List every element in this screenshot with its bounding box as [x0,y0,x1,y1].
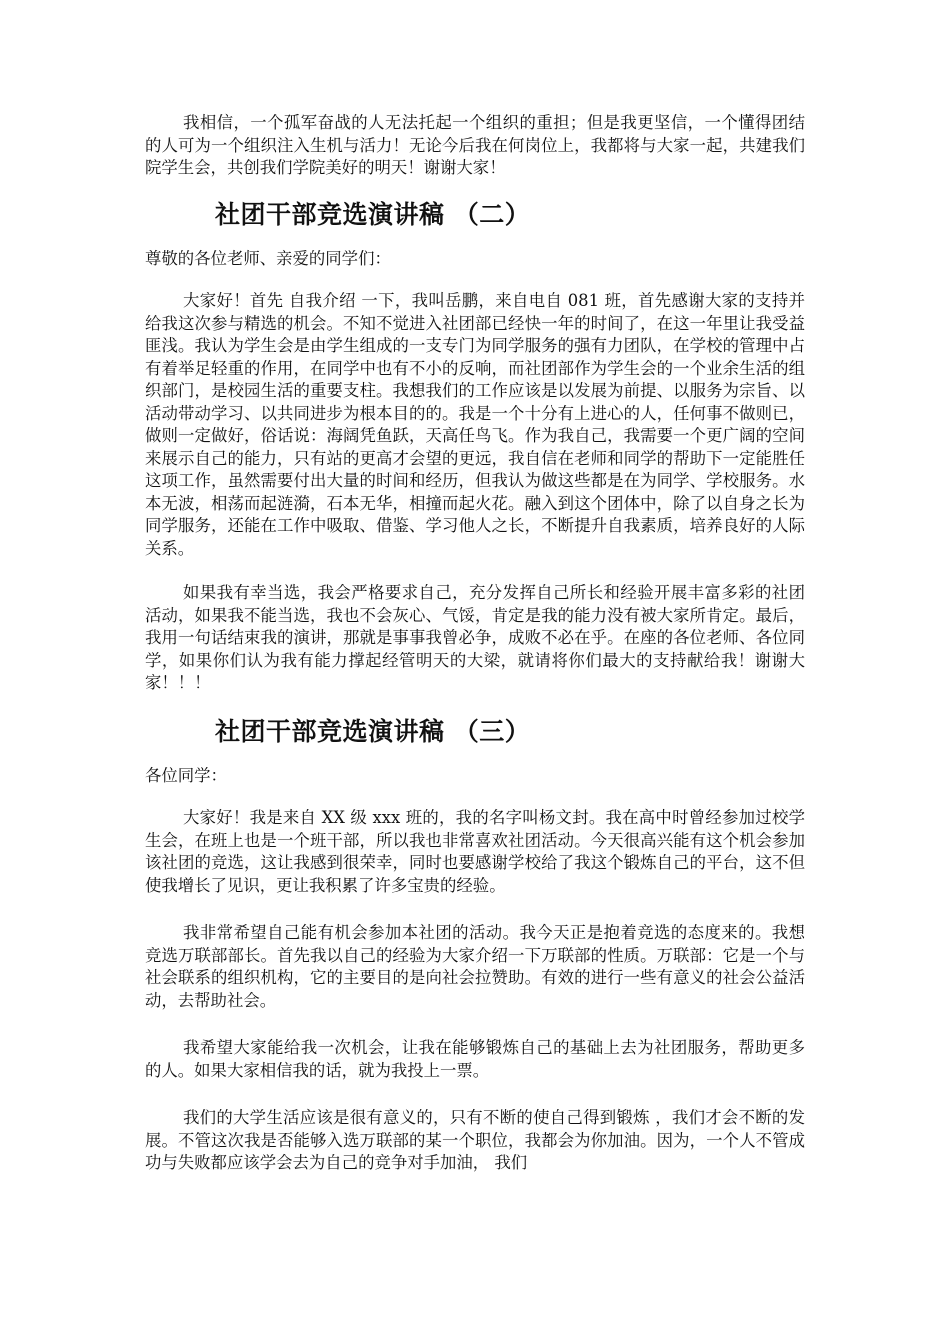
salutation-2: 尊敬的各位老师、亲爱的同学们： [145,248,391,268]
section3-paragraph-3: 我希望大家能给我一次机会，让我在能够锻炼自己的基础上去为社团服务，帮助更多的人。如果大家相信我的话，就为我投上一票。 [145,1038,805,1080]
section-title-3: 社团干部竞选演讲稿 （三） [215,716,531,746]
section3-paragraph-1: 大家好！我是来自 XX 级 xxx 班的，我的名字叫杨文封。我在高中时曾经参加过校学生会，在班上也是一个班干部，所以我也非常喜欢社团活动。今天很高兴能有这个机会参加该社团的竞选，这让我感到很荣幸，同时也要感谢学校给了我这个锻炼自己的平台，这不但使我增长了见识，更让我积累了许多宝贵的经验。 [145,808,805,895]
salutation-3: 各位同学： [145,765,227,785]
section3-paragraph-4: 我们的大学生活应该是很有意义的，只有不断的使自己得到锻炼 ，我们才会不断的发展。不管这次我是否能够入选万联部的某一个职位，我都会为你加油。因为，一个人不管成功与失败都应该学会去为自己的竞争对手加油， 我们 [145,1108,805,1172]
section2-paragraph-1: 大家好！首先 自我介绍 一下，我叫岳鹏，来自电自 081 班，首先感谢大家的支持并给我这次参与精选的机会。不知不觉进入社团部已经快一年的时间了，在这一年里让我受益匪浅。我认为学生会是由学生组成的一支专门为同学服务的强有力团队，在学校的管理中占有着举足轻重的作用，在同学中也有不小的反响，而社团部作为学生会的一个业余生活的组织部门，是校园生活的重要支柱。我想我们的工作应该是以发展为前提、以服务为宗旨、以活动带动学习、以共同进步为根本目的的。我是一个十分有上进心的人，任何事不做则已，做则一定做好，俗话说：海阔凭鱼跃，天高任鸟飞。作为我自己，我需要一个更广阔的空间来展示自己的能力，只有站的更高才会望的更远，我自信在老师和同学的帮助下一定能胜任这项工作，虽然需要付出大量的时间和经历，但我认为做这些都是在为同学、学校服务。水本无波，相荡而起涟漪，石本无华，相撞而起火花。融入到这个团体中，除了以自身之长为同学服务，还能在工作中吸取、借鉴、学习他人之长，不断提升自我素质，培养良好的人际关系。 [145,291,805,558]
document-page [145,112,805,1175]
section2-paragraph-2: 如果我有幸当选，我会严格要求自己，充分发挥自己所长和经验开展丰富多彩的社团活动，如果我不能当选，我也不会灰心、气馁，肯定是我的能力没有被大家所肯定。最后，我用一句话结束我的演讲，那就是事事我曾必争，成败不必在乎。在座的各位老师、各位同学，如果你们认为我有能力撑起经管明天的大梁，就请将你们最大的支持献给我！谢谢大家！！！ [145,583,805,692]
intro-paragraph: 我相信，一个孤军奋战的人无法托起一个组织的重担；但是我更坚信，一个懂得团结的人可为一个组织注入生机与活力！无论今后我在何岗位上，我都将与大家一起，共建我们院学生会，共创我们学院美好的明天！谢谢大家！ [145,113,805,177]
section3-paragraph-2: 我非常希望自己能有机会参加本社团的活动。我今天正是抱着竞选的态度来的。我想竞选万联部部长。首先我以自己的经验为大家介绍一下万联部的性质。万联部：它是一个与社会联系的组织机构，它的主要目的是向社会拉赞助。有效的进行一些有意义的社会公益活动，去帮助社会。 [145,923,805,1010]
section-title-2: 社团干部竞选演讲稿 （二） [215,199,531,229]
